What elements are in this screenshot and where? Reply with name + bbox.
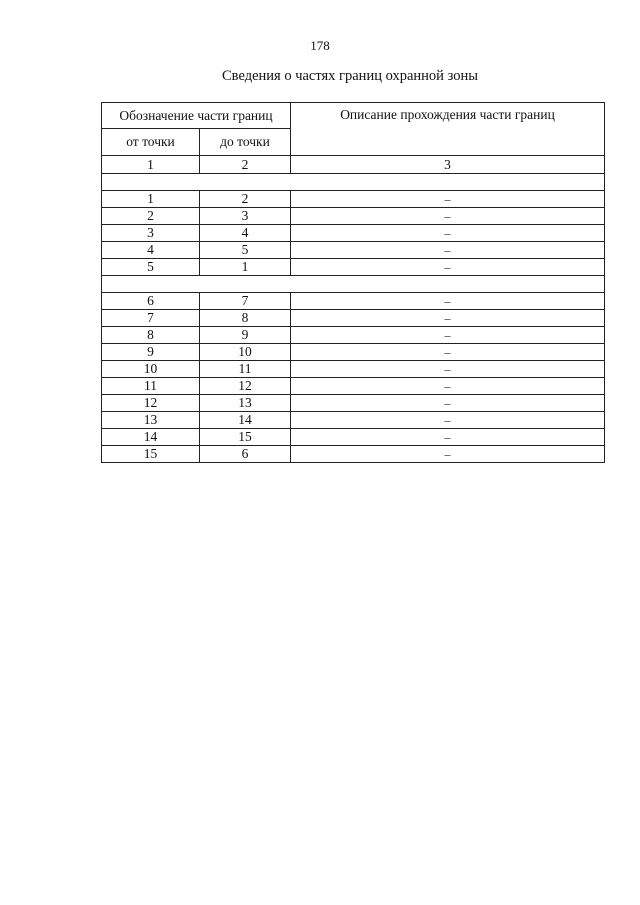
header-description: Описание прохождения части границ xyxy=(291,103,605,156)
from-point-cell: 6 xyxy=(102,293,200,310)
column-index: 2 xyxy=(200,156,291,174)
description-cell: – xyxy=(291,378,605,395)
from-point-cell: 5 xyxy=(102,259,200,276)
table-row xyxy=(102,259,605,276)
to-point-cell: 6 xyxy=(200,446,291,463)
column-index: 1 xyxy=(102,156,200,174)
from-point-cell: 8 xyxy=(102,327,200,344)
header-from-point: от точки xyxy=(102,129,200,156)
to-point-cell: 4 xyxy=(200,225,291,242)
description-cell: – xyxy=(291,293,605,310)
to-point-cell: 7 xyxy=(200,293,291,310)
column-index: 3 xyxy=(291,156,605,174)
to-point-cell: 3 xyxy=(200,208,291,225)
description-cell: – xyxy=(291,242,605,259)
description-cell: – xyxy=(291,361,605,378)
description-cell: – xyxy=(291,327,605,344)
table-row xyxy=(102,412,605,429)
header-boundary-designation: Обозначение части границ xyxy=(102,103,291,129)
description-cell: – xyxy=(291,429,605,446)
description-cell: – xyxy=(291,395,605,412)
table-row xyxy=(102,395,605,412)
from-point-cell: 14 xyxy=(102,429,200,446)
description-cell: – xyxy=(291,225,605,242)
to-point-cell: 14 xyxy=(200,412,291,429)
from-point-cell: 2 xyxy=(102,208,200,225)
from-point-cell: 4 xyxy=(102,242,200,259)
table-row xyxy=(102,327,605,344)
to-point-cell: 2 xyxy=(200,191,291,208)
description-cell: – xyxy=(291,259,605,276)
to-point-cell: 12 xyxy=(200,378,291,395)
table-row xyxy=(102,225,605,242)
from-point-cell: 7 xyxy=(102,310,200,327)
group-separator xyxy=(102,276,605,293)
to-point-cell: 1 xyxy=(200,259,291,276)
from-point-cell: 10 xyxy=(102,361,200,378)
group-separator xyxy=(102,174,605,191)
description-cell: – xyxy=(291,412,605,429)
from-point-cell: 15 xyxy=(102,446,200,463)
table-row xyxy=(102,293,605,310)
to-point-cell: 11 xyxy=(200,361,291,378)
table-row xyxy=(102,429,605,446)
table-row xyxy=(102,242,605,259)
table-row xyxy=(102,361,605,378)
description-cell: – xyxy=(291,208,605,225)
to-point-cell: 9 xyxy=(200,327,291,344)
to-point-cell: 15 xyxy=(200,429,291,446)
from-point-cell: 9 xyxy=(102,344,200,361)
boundary-parts-table xyxy=(101,102,605,463)
table-row xyxy=(102,344,605,361)
header-to-point: до точки xyxy=(200,129,291,156)
description-cell: – xyxy=(291,446,605,463)
group-separator-row xyxy=(102,174,605,191)
to-point-cell: 8 xyxy=(200,310,291,327)
to-point-cell: 5 xyxy=(200,242,291,259)
from-point-cell: 13 xyxy=(102,412,200,429)
to-point-cell: 10 xyxy=(200,344,291,361)
from-point-cell: 3 xyxy=(102,225,200,242)
from-point-cell: 12 xyxy=(102,395,200,412)
to-point-cell: 13 xyxy=(200,395,291,412)
table-row xyxy=(102,378,605,395)
column-index-row xyxy=(102,156,605,174)
document-title: Сведения о частях границ охранной зоны xyxy=(222,68,478,84)
group-separator-row xyxy=(102,276,605,293)
table-header-row xyxy=(102,103,605,129)
table-row xyxy=(102,310,605,327)
from-point-cell: 1 xyxy=(102,191,200,208)
table-row xyxy=(102,191,605,208)
from-point-cell: 11 xyxy=(102,378,200,395)
table-row xyxy=(102,208,605,225)
page-number: 178 xyxy=(310,38,330,53)
table-row xyxy=(102,446,605,463)
description-cell: – xyxy=(291,310,605,327)
description-cell: – xyxy=(291,344,605,361)
description-cell: – xyxy=(291,191,605,208)
